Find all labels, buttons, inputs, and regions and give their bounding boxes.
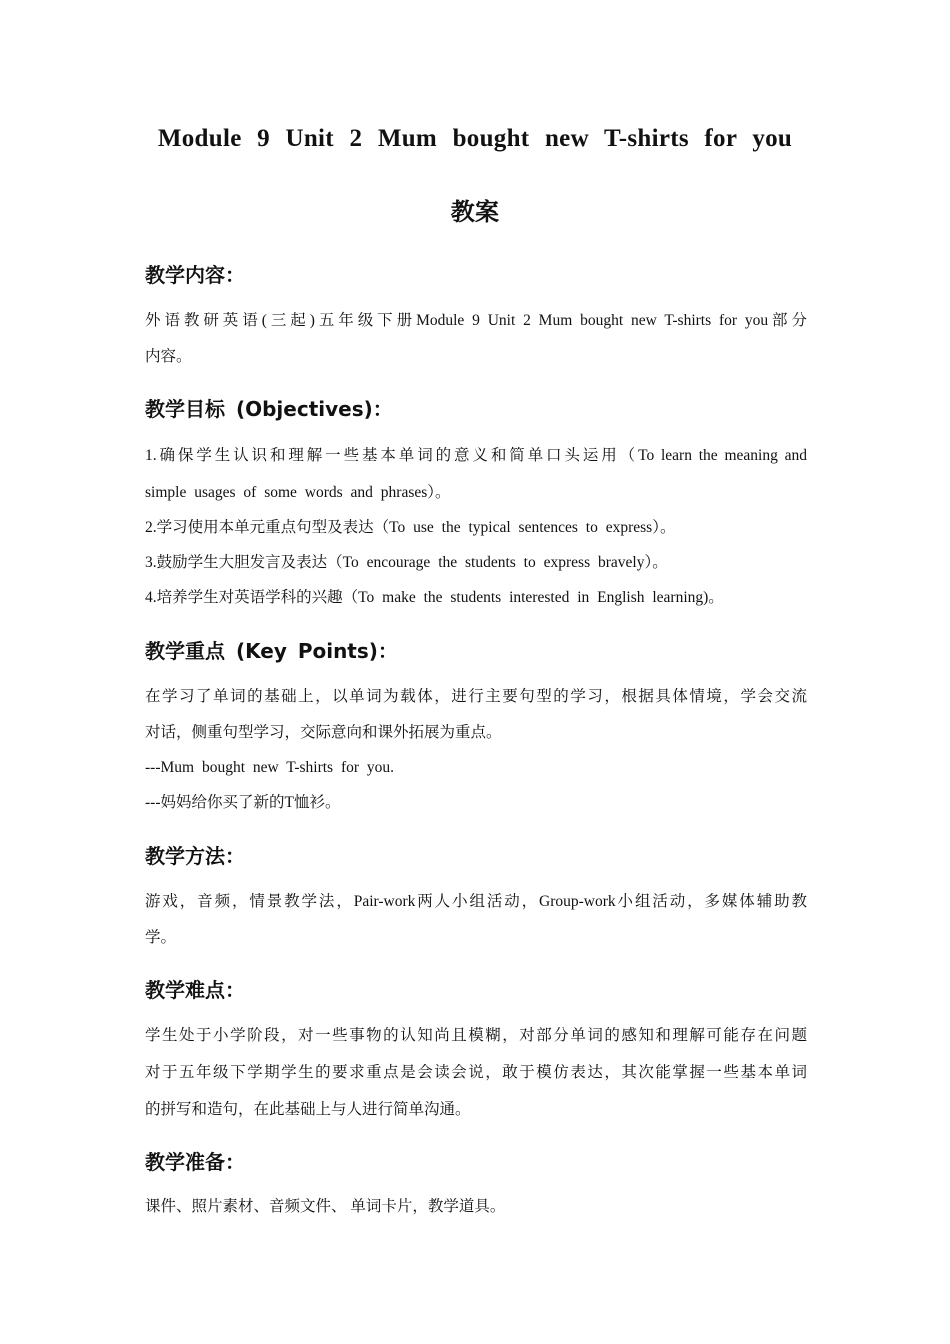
key-points-line: ---Mum bought new T-shirts for you. xyxy=(145,759,395,776)
section-heading-methods: 教学方法： xyxy=(145,844,245,868)
section-heading-preparation: 教学准备： xyxy=(145,1150,245,1174)
difficulties-line: 对于五年级下学期学生的要求重点是会读会说，敢于模仿表达，其次能掌握一些基本单词 xyxy=(145,1064,807,1081)
methods-line: 学。 xyxy=(145,929,177,946)
objectives-line: 3.鼓励学生大胆发言及表达（To encourage the students to express bravely）。 xyxy=(145,554,668,571)
difficulties-line: 学生处于小学阶段，对一些事物的认知尚且模糊，对部分单词的感知和理解可能存在问题 xyxy=(145,1027,807,1044)
objectives-line: simple usages of some words and phrases）。 xyxy=(145,484,451,501)
objectives-line: 4.培养学生对英语学科的兴趣（To make the students interested in English learning)。 xyxy=(145,589,724,606)
key-points-line: 在学习了单词的基础上，以单词为载体，进行主要句型的学习，根据具体情境，学会交流 xyxy=(145,688,807,705)
objectives-line: 1.确保学生认识和理解一些基本单词的意义和简单口头运用（To learn the meaning and xyxy=(145,447,807,464)
preparation-line: 课件、照片素材、音频文件、 单词卡片，教学道具。 xyxy=(145,1198,506,1215)
key-points-line: ---妈妈给你买了新的T恤衫。 xyxy=(145,794,341,811)
section-heading-content: 教学内容： xyxy=(145,263,245,287)
section-heading-difficulties: 教学难点： xyxy=(145,978,245,1002)
content-line: 内容。 xyxy=(145,348,192,365)
content-line: 外语教研英语(三起)五年级下册Module 9 Unit 2 Mum bought new T-shirts for you部分 xyxy=(145,312,807,329)
section-heading-objectives: 教学目标 (Objectives)： xyxy=(145,397,393,421)
section-heading-key-points: 教学重点 (Key Points)： xyxy=(145,639,398,663)
document-title-subtitle: 教案 xyxy=(450,198,500,226)
document-title: Module 9 Unit 2 Mum bought new T-shirts for you xyxy=(157,125,793,152)
methods-line: 游戏，音频，情景教学法，Pair-work两人小组活动，Group-work小组活动，多媒体辅助教 xyxy=(145,893,807,910)
key-points-line: 对话，侧重句型学习，交际意向和课外拓展为重点。 xyxy=(145,724,502,741)
objectives-line: 2.学习使用本单元重点句型及表达（To use the typical sentences to express）。 xyxy=(145,519,676,536)
difficulties-line: 的拼写和造句，在此基础上与人进行简单沟通。 xyxy=(145,1101,471,1118)
